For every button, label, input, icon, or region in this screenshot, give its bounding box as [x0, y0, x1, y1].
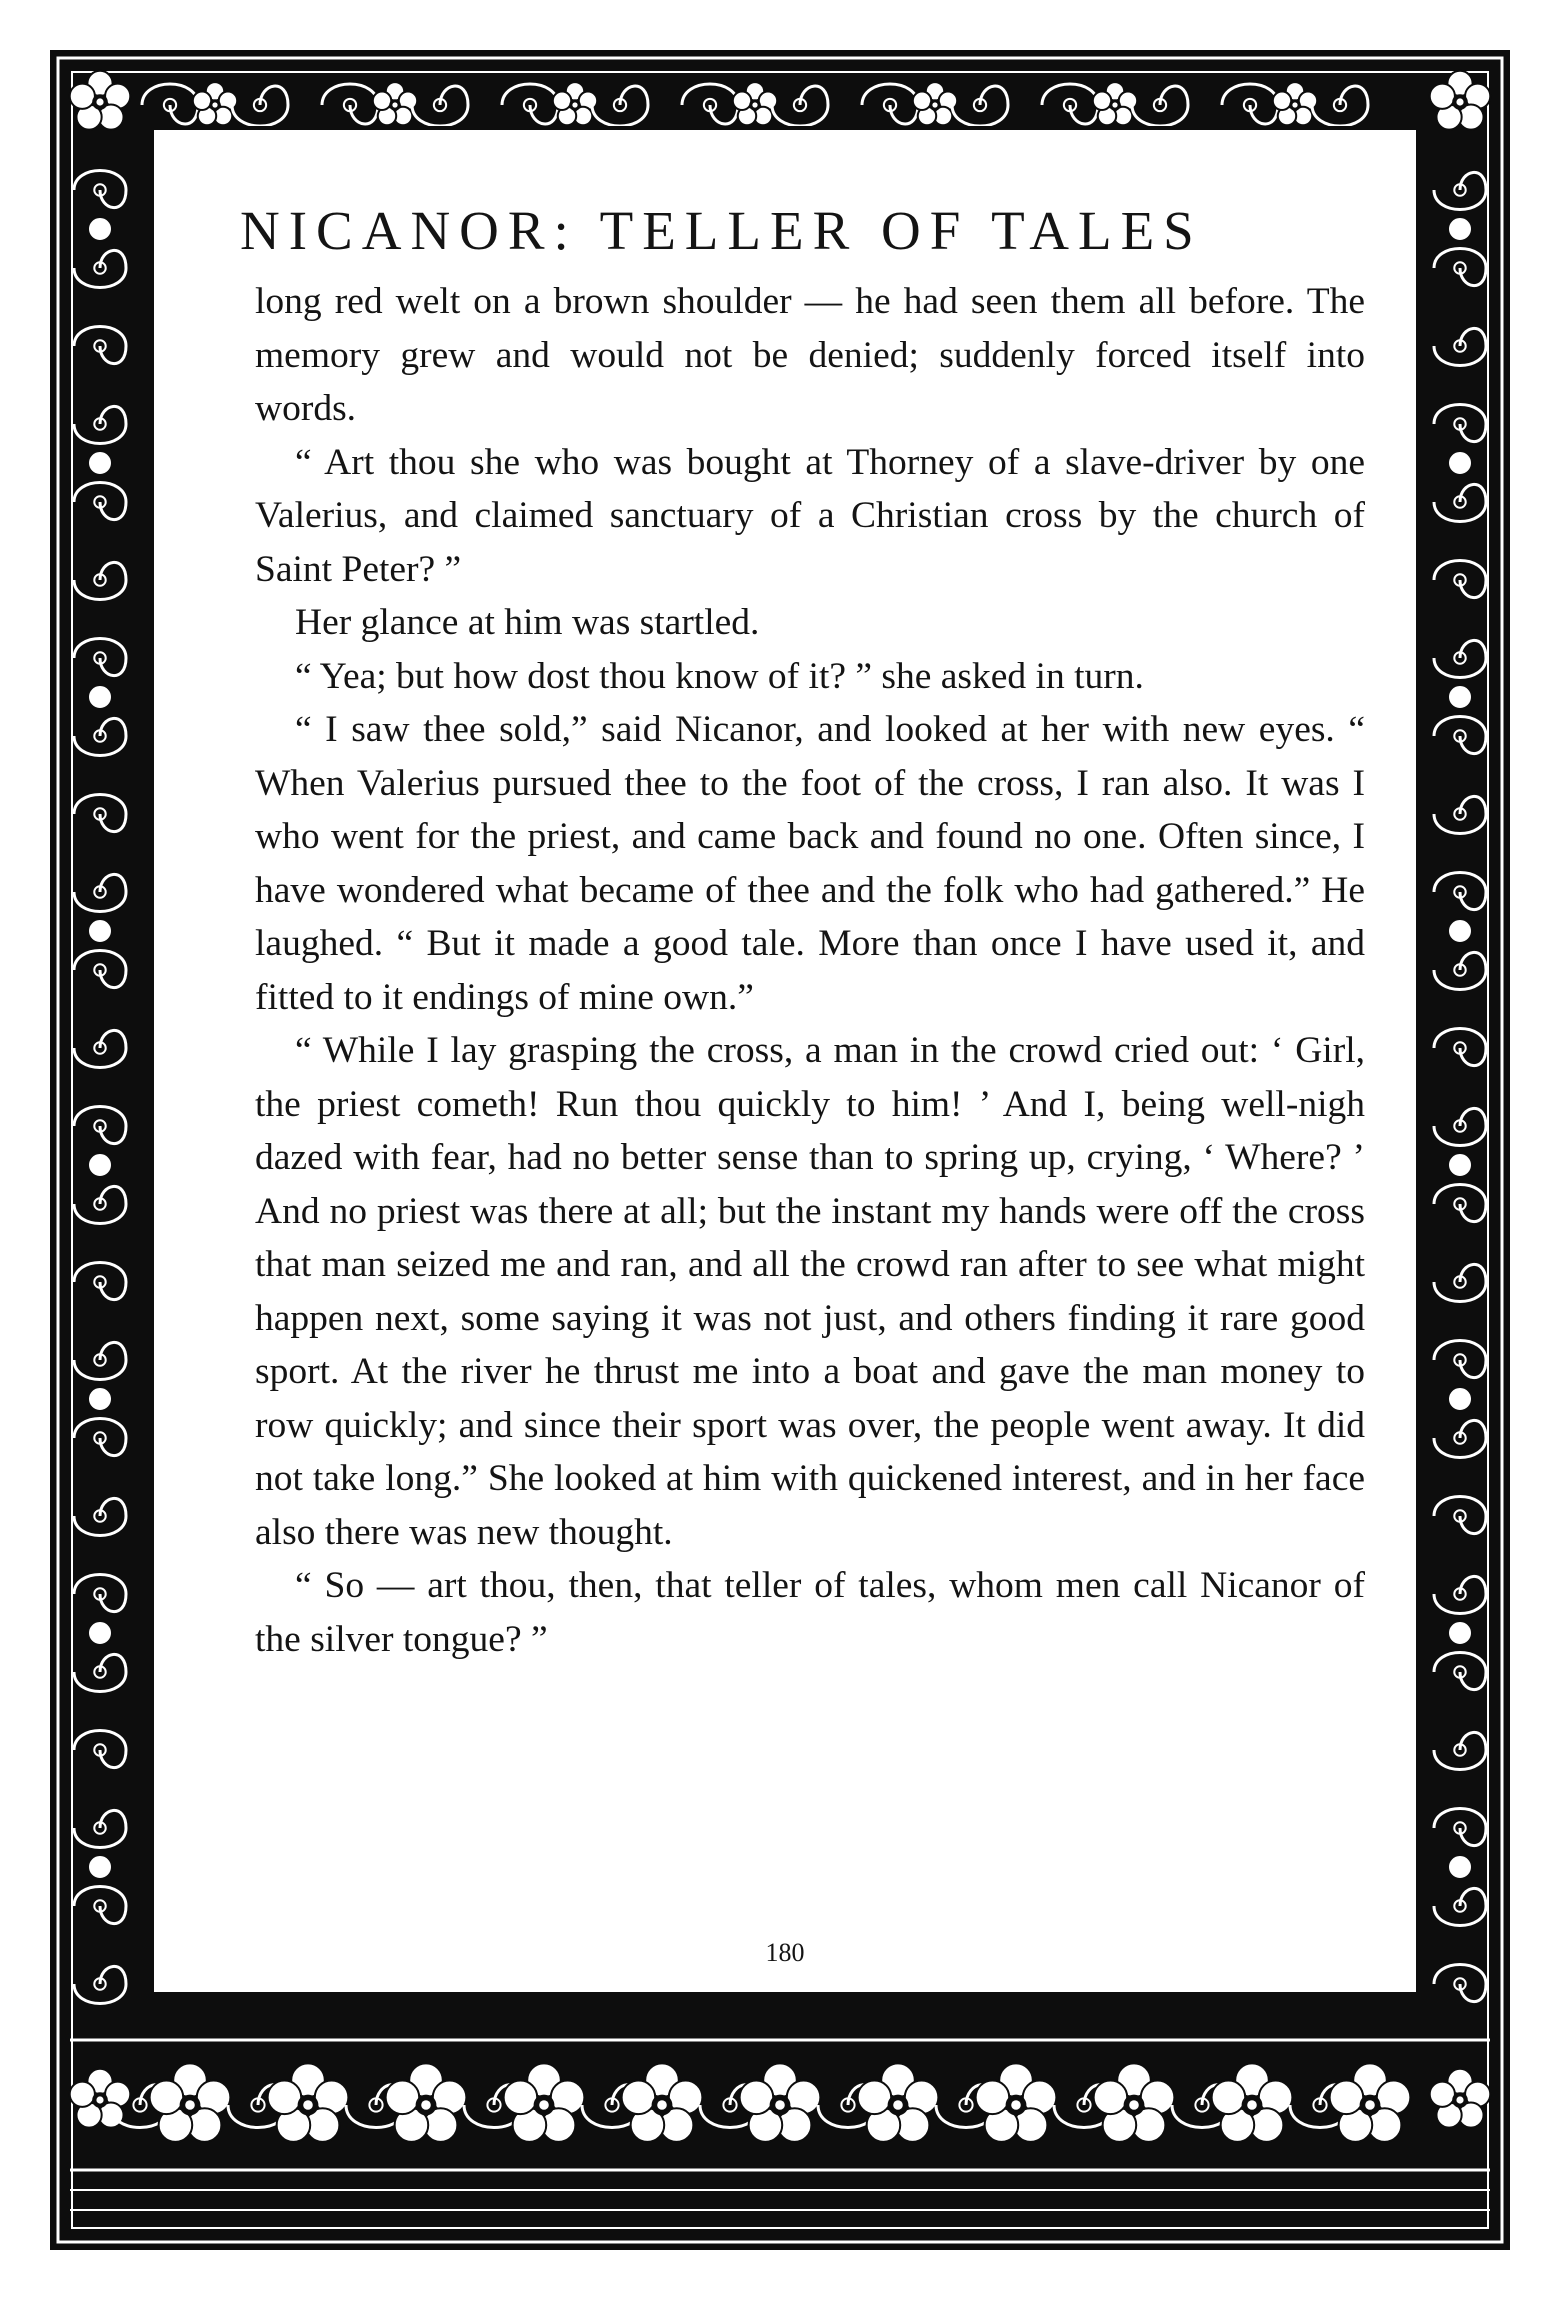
paragraph: “ Yea; but how dost thou know of it? ” she asked in turn.	[295, 655, 1144, 697]
page-title: NICANOR: TELLER OF TALES	[240, 200, 1203, 261]
paragraph: “ I saw thee sold,” said Nicanor, and looked at her with new eyes. “ When Valerius pursued thee to the foot of the cross, I ran also. It was I who went for the priest, and came back and found no one. Often since, I have wondered what became of thee and the folk who had gathered.” He laughed. “ But it made a good tale. More than once I have used it, and fitted to it endings of mine own.”	[255, 709, 1365, 1018]
paragraph: long red welt on a brown shoulder — he had seen them all before. The memory grew and would not be denied; suddenly forced itself into words.	[255, 281, 1365, 429]
paragraph: “ While I lay grasping the cross, a man in the crowd cried out: ‘ Girl, the priest cometh! Run thou quickly to him! ’ And I, being well-nigh dazed with fear, had no better sense than to spring up, crying, ‘ Where? ’ And no priest was there at all; but the instant my hands were off the cross that man seized me and ran, and all the crowd ran after to see what might happen next, some saying it was not just, and others finding it rare good sport. At the river he thrust me into a boat and gave the man money to row quickly; and since their sport was over, the people went away. It did not take long.” She looked at him with quickened interest, and in her face also there was new thought.	[255, 1030, 1365, 1553]
paragraph: “ So — art thou, then, that teller of tales, whom men call Nicanor of the silver tongue? ”	[255, 1565, 1365, 1660]
paragraph: “ Art thou she who was bought at Thorney of a slave-driver by one Valerius, and claimed sanctuary of a Christian cross by the church of Saint Peter? ”	[255, 441, 1365, 590]
body-text	[255, 275, 1365, 1666]
page-number: 180	[765, 1938, 805, 1967]
paragraph: Her glance at him was startled.	[295, 602, 760, 643]
